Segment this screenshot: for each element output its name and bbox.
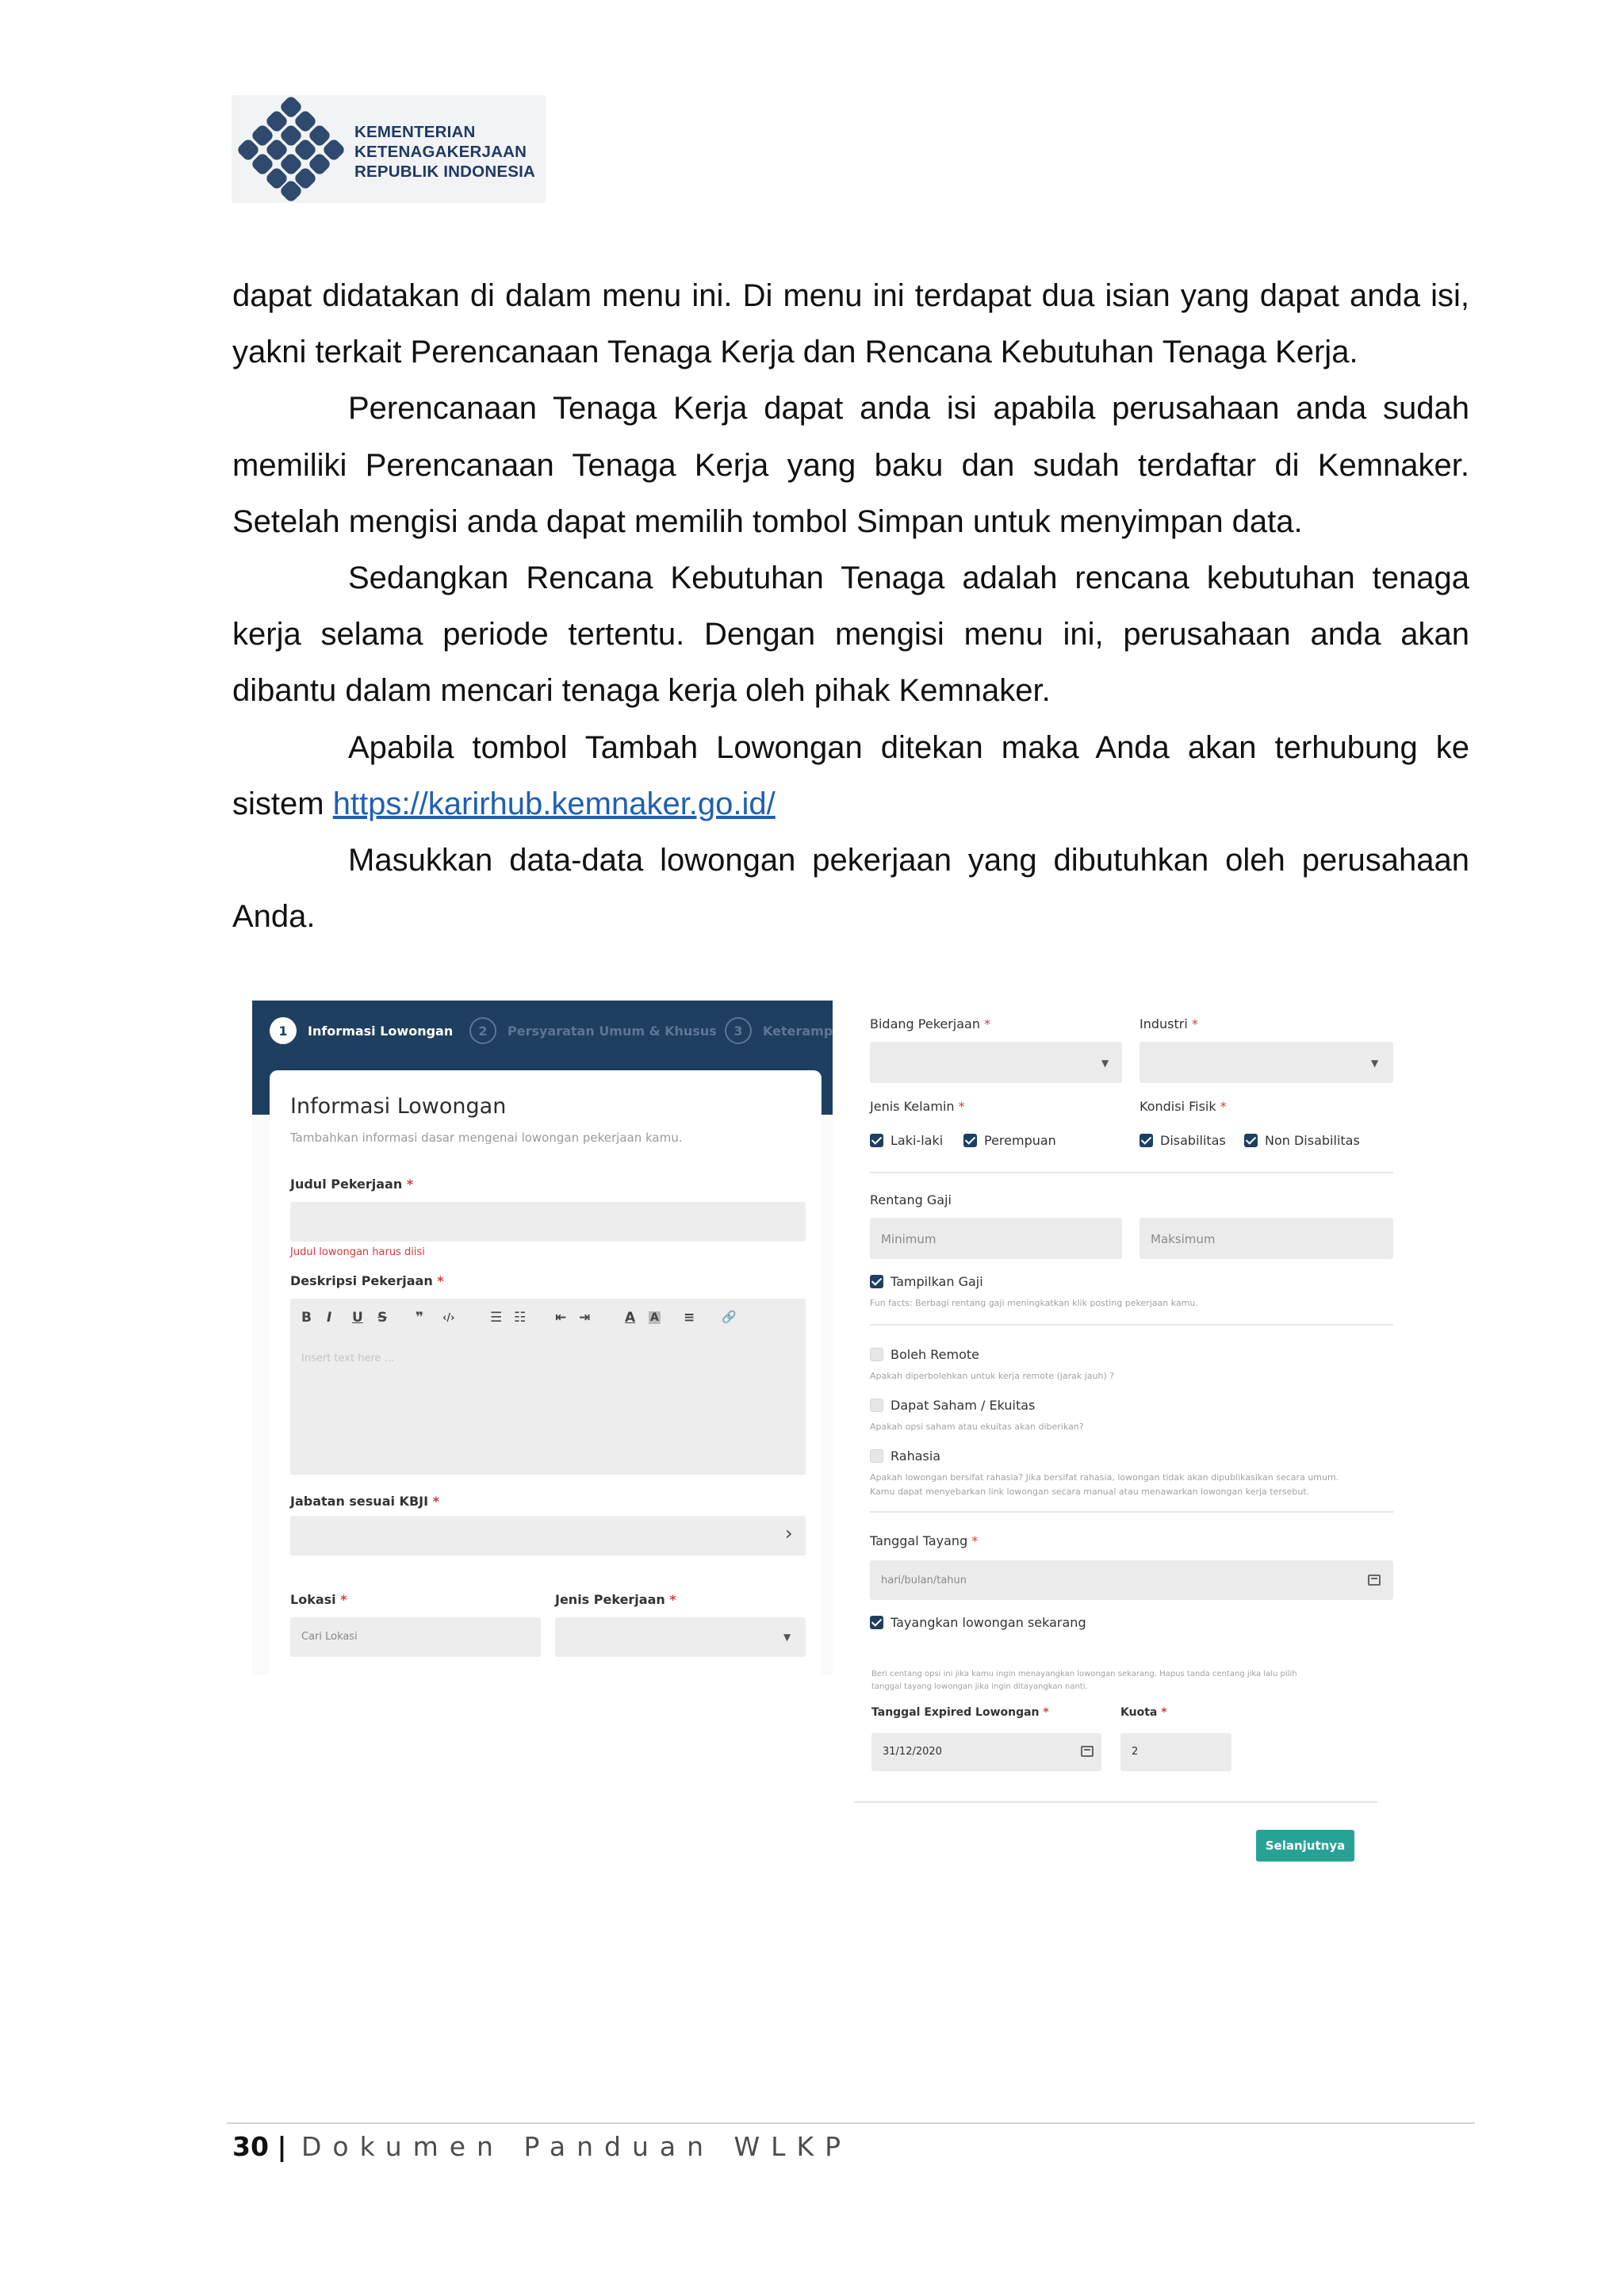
- link-icon[interactable]: 🔗: [722, 1310, 737, 1324]
- equity-label: Dapat Saham / Ekuitas: [891, 1398, 1036, 1413]
- step-label: Keteramp: [763, 1023, 833, 1039]
- description-label: Deskripsi Pekerjaan *: [290, 1273, 444, 1288]
- physical-option: Non Disabilitas: [1265, 1133, 1360, 1148]
- remote-checkbox[interactable]: [870, 1348, 883, 1361]
- industry-label: Industri *: [1139, 1016, 1198, 1031]
- job-title-error: Judul lowongan harus diisi: [290, 1246, 425, 1258]
- show-salary-checkbox[interactable]: [870, 1275, 883, 1288]
- expired-label: Tanggal Expired Lowongan *: [871, 1706, 1049, 1719]
- job-type-select[interactable]: [555, 1617, 806, 1657]
- footer-separator: |: [277, 2131, 287, 2162]
- step-2[interactable]: [469, 1016, 717, 1045]
- paragraph-text: Apabila tombol Tambah Lowongan ditekan maka Anda akan terhubung ke sistem: [232, 729, 1469, 821]
- logo-line: KEMENTERIAN: [354, 123, 476, 141]
- paragraph: dapat didatakan di dalam menu ini. Di menu ini terdapat dua isian yang dapat anda isi, yakni terkait Perencanaan Tenaga Kerja dan Rencana Kebutuhan Tenaga Kerja.: [232, 278, 1469, 370]
- editor-placeholder: Insert text here ...: [301, 1353, 395, 1364]
- publish-hint: tanggal tayang lowongan jika ingin ditayangkan nanti.: [871, 1682, 1088, 1691]
- paragraph: Masukkan data-data lowongan pekerjaan yang dibutuhkan oleh perusahaan Anda.: [232, 843, 1469, 935]
- caret-down-icon: ▼: [1101, 1058, 1109, 1069]
- non-disability-checkbox[interactable]: [1244, 1134, 1258, 1147]
- divider: [870, 1172, 1393, 1173]
- next-button[interactable]: Selanjutnya: [1256, 1830, 1354, 1862]
- document-title: Dokumen Panduan WLKP: [301, 2131, 852, 2162]
- calendar-icon[interactable]: [1081, 1746, 1094, 1757]
- secret-label: Rahasia: [891, 1448, 941, 1464]
- expired-date-value: 31/12/2020: [883, 1746, 942, 1758]
- outdent-icon[interactable]: ⇤: [555, 1310, 567, 1326]
- gender-male-checkbox[interactable]: [870, 1134, 883, 1147]
- show-salary-label: Tampilkan Gaji: [891, 1274, 983, 1289]
- quote-icon[interactable]: ❞: [416, 1310, 423, 1326]
- job-info-form-screenshot: [252, 1001, 833, 1674]
- publish-date-placeholder: hari/bulan/tahun: [881, 1575, 967, 1586]
- job-title-label: Judul Pekerjaan *: [290, 1177, 414, 1192]
- form-subtitle: Tambahkan informasi dasar mengenai lowongan pekerjaan kamu.: [290, 1131, 683, 1145]
- secret-hint: Kamu dapat menyebarkan link lowongan secara manual atau menawarkan lowongan kerja tersebut.: [870, 1487, 1310, 1497]
- karirhub-link[interactable]: https://karirhub.kemnaker.go.id/: [332, 786, 776, 821]
- editor-toolbar: [301, 1310, 777, 1332]
- paragraph: [232, 720, 1469, 832]
- location-label: Lokasi *: [290, 1592, 347, 1607]
- step-number: 2: [469, 1017, 496, 1044]
- physical-option: Disabilitas: [1160, 1133, 1226, 1148]
- kbji-label: Jabatan sesuai KBJI *: [290, 1494, 439, 1509]
- calendar-icon[interactable]: [1368, 1575, 1381, 1586]
- font-color-icon[interactable]: A: [625, 1310, 636, 1326]
- divider: [854, 1801, 1377, 1803]
- document-body: [232, 268, 1469, 945]
- remote-label: Boleh Remote: [891, 1347, 980, 1362]
- caret-down-icon: ▼: [1371, 1058, 1379, 1069]
- indent-icon[interactable]: ⇥: [579, 1310, 591, 1326]
- kbji-select[interactable]: [290, 1516, 806, 1556]
- ministry-logo: [232, 95, 546, 203]
- logo-line: KETENAGAKERJAAN: [354, 143, 527, 161]
- step-number: 3: [725, 1017, 752, 1044]
- gender-option: Laki-laki: [891, 1133, 944, 1148]
- italic-icon[interactable]: I: [327, 1310, 332, 1326]
- job-type-label: Jenis Pekerjaan *: [555, 1592, 676, 1607]
- page-number: 30: [232, 2131, 269, 2162]
- field-label: Bidang Pekerjaan *: [870, 1016, 991, 1031]
- field-select[interactable]: [870, 1042, 1122, 1083]
- salary-label: Rentang Gaji: [870, 1192, 952, 1207]
- publish-hint: Beri centang opsi ini jika kamu ingin menayangkan lowongan sekarang. Hapus tanda centang jika lalu pilih: [871, 1670, 1297, 1678]
- publish-now-label: Tayangkan lowongan sekarang: [891, 1615, 1086, 1630]
- equity-checkbox[interactable]: [870, 1399, 883, 1412]
- job-details-form-screenshot: [854, 1001, 1417, 1873]
- divider: [870, 1511, 1393, 1513]
- secret-hint: Apakah lowongan bersifat rahasia? Jika bersifat rahasia, lowongan tidak akan dipublikasikan secara umum.: [870, 1472, 1339, 1483]
- code-icon[interactable]: ‹/›: [442, 1312, 455, 1324]
- footer-divider: [227, 2122, 1475, 2124]
- salary-min-placeholder: Minimum: [881, 1232, 936, 1246]
- bold-icon[interactable]: B: [301, 1310, 312, 1326]
- physical-label: Kondisi Fisik *: [1139, 1099, 1227, 1114]
- step-label: Informasi Lowongan: [308, 1023, 454, 1039]
- ordered-list-icon[interactable]: ☰: [490, 1310, 503, 1326]
- caret-down-icon: ▼: [783, 1632, 791, 1643]
- divider: [870, 1324, 1393, 1326]
- salary-max-placeholder: Maksimum: [1151, 1232, 1216, 1246]
- underline-icon[interactable]: U: [352, 1310, 363, 1326]
- strikethrough-icon[interactable]: S: [377, 1310, 388, 1326]
- job-title-input[interactable]: [290, 1202, 806, 1242]
- step-1[interactable]: [270, 1016, 453, 1045]
- industry-select[interactable]: [1139, 1042, 1393, 1083]
- quota-label: Kuota *: [1120, 1706, 1167, 1719]
- paragraph: Perencanaan Tenaga Kerja dapat anda isi apabila perusahaan anda sudah memiliki Perencanaan Tenaga Kerja yang baku dan sudah terdaftar di Kemnaker. Setelah mengisi anda dapat memilih tombol Simpan untuk menyimpan data.: [232, 391, 1469, 539]
- remote-hint: Apakah diperbolehkan untuk kerja remote (jarak jauh) ?: [870, 1371, 1115, 1381]
- paragraph: Sedangkan Rencana Kebutuhan Tenaga adalah rencana kebutuhan tenaga kerja selama periode tertentu. Dengan mengisi menu ini, perusahaan anda akan dibantu dalam mencari tenaga kerja oleh pihak Kemnaker.: [232, 561, 1469, 709]
- location-placeholder: Cari Lokasi: [301, 1631, 358, 1643]
- gender-option: Perempuan: [984, 1133, 1056, 1148]
- publish-date-label: Tanggal Tayang *: [870, 1533, 979, 1548]
- ministry-emblem-icon: [238, 97, 349, 201]
- step-label: Persyaratan Umum & Khusus: [508, 1023, 717, 1039]
- ministry-name: [354, 122, 535, 182]
- step-3[interactable]: [725, 1016, 833, 1045]
- logo-line: REPUBLIK INDONESIA: [354, 163, 535, 181]
- gender-label: Jenis Kelamin *: [870, 1099, 965, 1114]
- align-icon[interactable]: ≡: [684, 1310, 695, 1326]
- disability-checkbox[interactable]: [1139, 1134, 1153, 1147]
- page-footer: [232, 2130, 852, 2164]
- chevron-right-icon: ›: [785, 1522, 793, 1544]
- form-title: Informasi Lowongan: [290, 1094, 507, 1119]
- publish-now-checkbox[interactable]: [870, 1616, 883, 1629]
- step-number: 1: [270, 1017, 297, 1044]
- equity-hint: Apakah opsi saham atau ekuitas akan diberikan?: [870, 1422, 1084, 1432]
- gender-female-checkbox[interactable]: [963, 1134, 977, 1147]
- bullet-list-icon[interactable]: ☷: [514, 1310, 527, 1326]
- secret-checkbox[interactable]: [870, 1449, 883, 1463]
- show-salary-hint: Fun facts: Berbagi rentang gaji meningkatkan klik posting pekerjaan kamu.: [870, 1298, 1198, 1308]
- highlight-icon[interactable]: A: [650, 1311, 659, 1324]
- quota-value: 2: [1132, 1746, 1139, 1758]
